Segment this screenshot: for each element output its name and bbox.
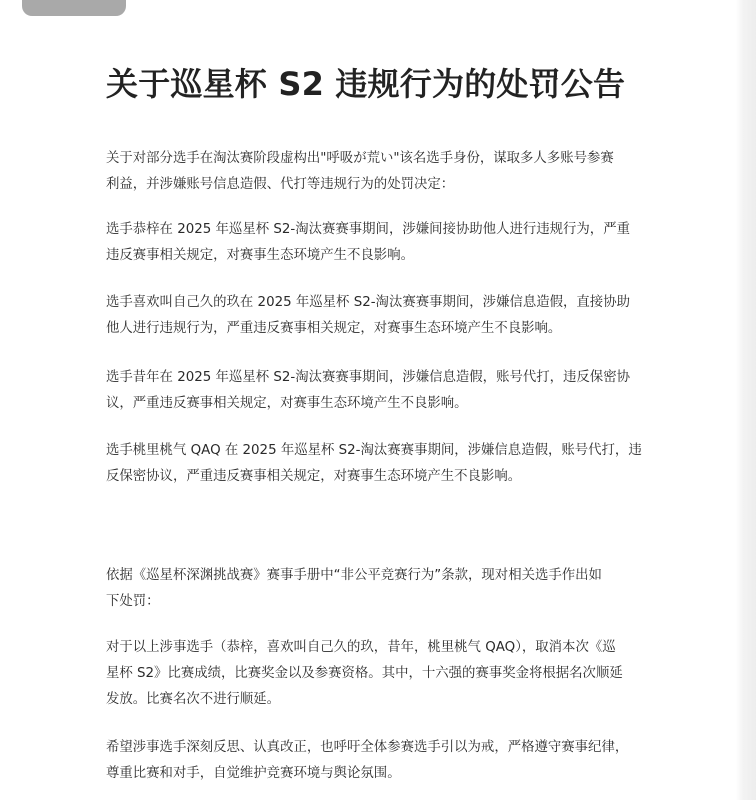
paragraph-line: 他人进行违规行为，严重违反赛事相关规定，对赛事生态环境产生不良影响。 [106,321,562,336]
paragraph-line: 选手桃里桃气 QAQ 在 2025 年巡星杯 S2-淘汰赛赛事期间，涉嫌信息造假，账号代打，违 [106,443,642,458]
paragraph-line: 依据《巡星杯深渊挑战赛》赛事手册中“非公平竞赛行为”条款，现对相关选手作出如 [106,568,602,583]
paragraph-line: 关于对部分选手在淘汰赛阶段虚构出"呼吸が荒い"该名选手身份，谋取多人多账号参赛 [106,151,614,166]
paragraph-line: 发放。比赛名次不进行顺延。 [106,692,281,707]
paragraph-line: 对于以上涉事选手（恭梓，喜欢叫自己久的玖，昔年，桃里桃气 QAQ），取消本次《巡 [106,640,616,655]
paragraph-line: 利益，并涉嫌账号信息造假、代打等违规行为的处罚决定： [106,177,455,192]
paragraph-line: 选手恭梓在 2025 年巡星杯 S2-淘汰赛赛事期间，涉嫌间接协助他人进行违规行为，严重 [106,222,630,237]
paragraph-line: 违反赛事相关规定，对赛事生态环境产生不良影响。 [106,248,414,263]
paragraph-line: 反保密协议，严重违反赛事相关规定，对赛事生态环境产生不良影响。 [106,469,522,484]
paragraph-line: 尊重比赛和对手，自觉维护竞赛环境与舆论氛围。 [106,766,401,781]
paragraph-line: 希望涉事选手深刻反思、认真改正，也呼吁全体参赛选手引以为戒，严格遵守赛事纪律， [106,740,629,755]
paragraph-line: 下处罚： [106,594,160,609]
paragraph-penalty [106,635,646,713]
paragraph-intro [106,146,646,198]
paragraph-line: 选手喜欢叫自己久的玖在 2025 年巡星杯 S2-淘汰赛赛事期间，涉嫌信息造假，直接协助 [106,295,630,310]
paragraph-line: 星杯 S2》比赛成绩，比赛奖金以及参赛资格。其中，十六强的赛事奖金将根据名次顺延 [106,666,623,681]
paragraph-player-4 [106,438,646,490]
paragraph-line: 议，严重违反赛事相关规定，对赛事生态环境产生不良影响。 [106,396,468,411]
paragraph-player-1 [106,217,646,269]
paragraph-basis [106,563,646,615]
paragraph-closing [106,735,646,787]
page-title: 关于巡星杯 S2 违规行为的处罚公告 [106,65,626,103]
page-edge-shadow [736,0,756,800]
paragraph-player-2 [106,290,646,342]
paragraph-player-3 [106,365,646,417]
top-tab [22,0,126,16]
paragraph-line: 选手昔年在 2025 年巡星杯 S2-淘汰赛赛事期间，涉嫌信息造假，账号代打，违反保密协 [106,370,630,385]
